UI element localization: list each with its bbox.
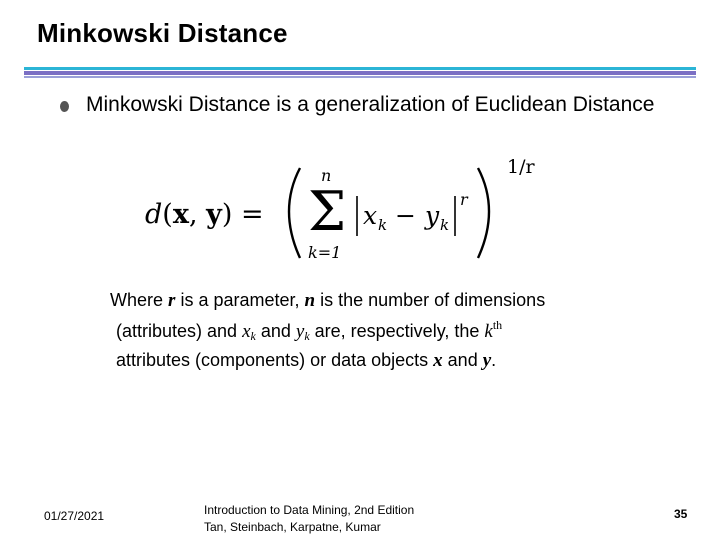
var-x: x (242, 321, 251, 342)
var-y: y (295, 321, 305, 342)
subscript-k: k (250, 329, 256, 343)
title-rule-bottom (24, 76, 696, 78)
desc-text: Where (110, 290, 169, 310)
footer-authors: Tan, Steinbach, Karpatne, Kumar (204, 520, 381, 534)
formula-exponent: 1/r (507, 156, 535, 178)
page-number: 35 (674, 507, 688, 521)
term-x: x (363, 201, 378, 230)
parameter-description (110, 288, 690, 373)
term-y: y (425, 201, 440, 230)
footer-book-info (204, 502, 414, 536)
var-r: r (168, 290, 176, 311)
bullet-icon (60, 101, 69, 112)
superscript-th: th (492, 318, 503, 332)
slide-title: Minkowski Distance (37, 18, 288, 48)
term-power: r (460, 190, 468, 209)
subscript-k: k (304, 329, 310, 343)
desc-text: is the number of dimensions (315, 290, 546, 310)
sigma-icon: Σ (308, 180, 347, 243)
left-paren (289, 168, 300, 258)
title-rule-top (24, 67, 696, 70)
title-rule-middle (24, 71, 696, 75)
desc-text: . (491, 350, 497, 370)
right-paren (478, 168, 489, 258)
description-line-2 (110, 313, 690, 348)
description-line-1 (110, 288, 690, 313)
term-y-sub: k (440, 216, 450, 234)
var-k: k (484, 321, 493, 342)
sum-upper-limit: n (321, 166, 332, 185)
var-n: n (304, 290, 316, 311)
desc-text: and (255, 321, 296, 341)
desc-text: are, respectively, the (309, 321, 485, 341)
desc-text: and (442, 350, 483, 370)
term-minus: − (395, 201, 416, 230)
footer-date: 01/27/2021 (44, 509, 105, 523)
desc-text: is a parameter, (175, 290, 305, 310)
term-x-sub: k (378, 216, 388, 234)
var-y-bold: y (482, 350, 492, 371)
sum-lower-limit: k=1 (308, 243, 342, 262)
desc-text: attributes (components) or data objects (116, 350, 434, 370)
desc-text: (attributes) and (116, 321, 243, 341)
description-line-3 (110, 348, 690, 373)
formula-lhs: d(x, y) = (145, 199, 264, 230)
formula-graphic (140, 150, 560, 270)
minkowski-formula (140, 150, 560, 270)
footer-book-title: Introduction to Data Mining, 2nd Edition (204, 503, 415, 517)
bullet-text: Minkowski Distance is a generalization of Euclidean Distance (86, 93, 655, 116)
var-x-bold: x (433, 350, 443, 371)
